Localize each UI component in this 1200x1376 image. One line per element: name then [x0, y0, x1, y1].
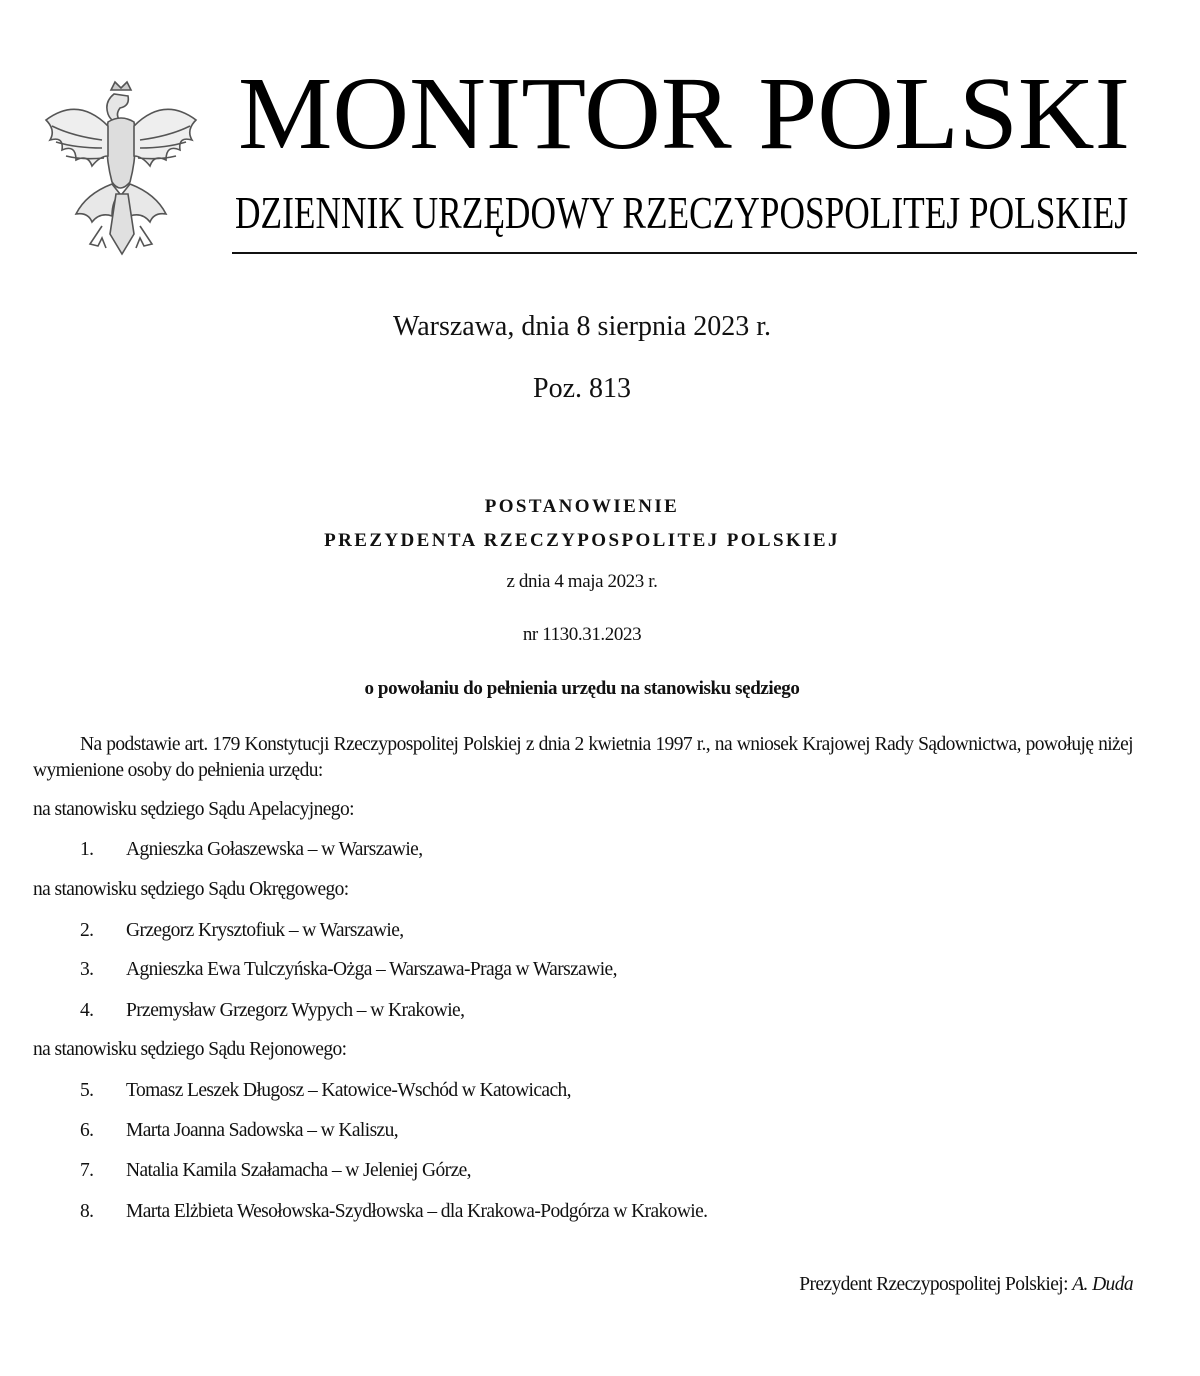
list-item: Tomasz Leszek Długosz – Katowice-Wschód w Katowicach,: [126, 1080, 571, 1101]
act-number: nr 1130.31.2023: [522, 624, 642, 645]
list-item-number: 8.: [80, 1201, 94, 1222]
signature-label: Prezydent Rzeczypospolitej Polskiej:: [799, 1274, 1068, 1295]
list-item-number: 5.: [80, 1080, 94, 1101]
act-issuer: PREZYDENTA RZECZYPOSPOLITEJ POLSKIEJ: [324, 530, 840, 551]
masthead-rule: [232, 252, 1137, 254]
list-item: Agnieszka Ewa Tulczyńska-Ożga – Warszawa-Praga w Warszawie,: [126, 959, 617, 980]
list-item: Agnieszka Gołaszewska – w Warszawie,: [126, 839, 423, 860]
signature: [799, 1272, 1133, 1298]
section-heading: na stanowisku sędziego Sądu Okręgowego:: [33, 879, 349, 900]
masthead-title: MONITOR POLSKI: [238, 60, 1130, 171]
list-item: Natalia Kamila Szałamacha – w Jeleniej Górze,: [126, 1160, 471, 1181]
list-item: Marta Elżbieta Wesołowska-Szydłowska – dla Krakowa-Podgórza w Krakowie.: [126, 1201, 708, 1222]
position-number: Poz. 813: [533, 373, 631, 404]
list-item-number: 6.: [80, 1120, 94, 1141]
masthead: [230, 60, 1140, 250]
list-item-number: 4.: [80, 1000, 94, 1021]
list-item: Marta Joanna Sadowska – w Kaliszu,: [126, 1120, 399, 1141]
list-item: Grzegorz Krysztofiuk – w Warszawie,: [126, 920, 404, 941]
list-item-number: 1.: [80, 839, 94, 860]
signature-name: A. Duda: [1072, 1274, 1133, 1295]
list-item-number: 2.: [80, 920, 94, 941]
act-subject: o powołaniu do pełnienia urzędu na stanowisku sędziego: [364, 678, 800, 699]
list-item-number: 3.: [80, 959, 94, 980]
masthead-subtitle: DZIENNIK URZĘDOWY RZECZYPOSPOLITEJ POLSKIEJ: [235, 187, 1128, 238]
polish-eagle-emblem-icon: [38, 76, 204, 262]
section-heading: na stanowisku sędziego Sądu Apelacyjnego:: [33, 799, 354, 820]
list-item: Przemysław Grzegorz Wypych – w Krakowie,: [126, 1000, 465, 1021]
place-date: Warszawa, dnia 8 sierpnia 2023 r.: [393, 311, 771, 342]
preamble: Na podstawie art. 179 Konstytucji Rzeczypospolitej Polskiej z dnia 2 kwietnia 1997 r., na wniosek Krajowej Rady Sądownictwa, powołuję niżej wymienione osoby do pełnienia urzędu:: [33, 734, 1133, 781]
act-date: z dnia 4 maja 2023 r.: [506, 571, 658, 592]
act-type: POSTANOWIENIE: [484, 496, 680, 517]
section-heading: na stanowisku sędziego Sądu Rejonowego:: [33, 1039, 347, 1060]
list-item-number: 7.: [80, 1160, 94, 1181]
